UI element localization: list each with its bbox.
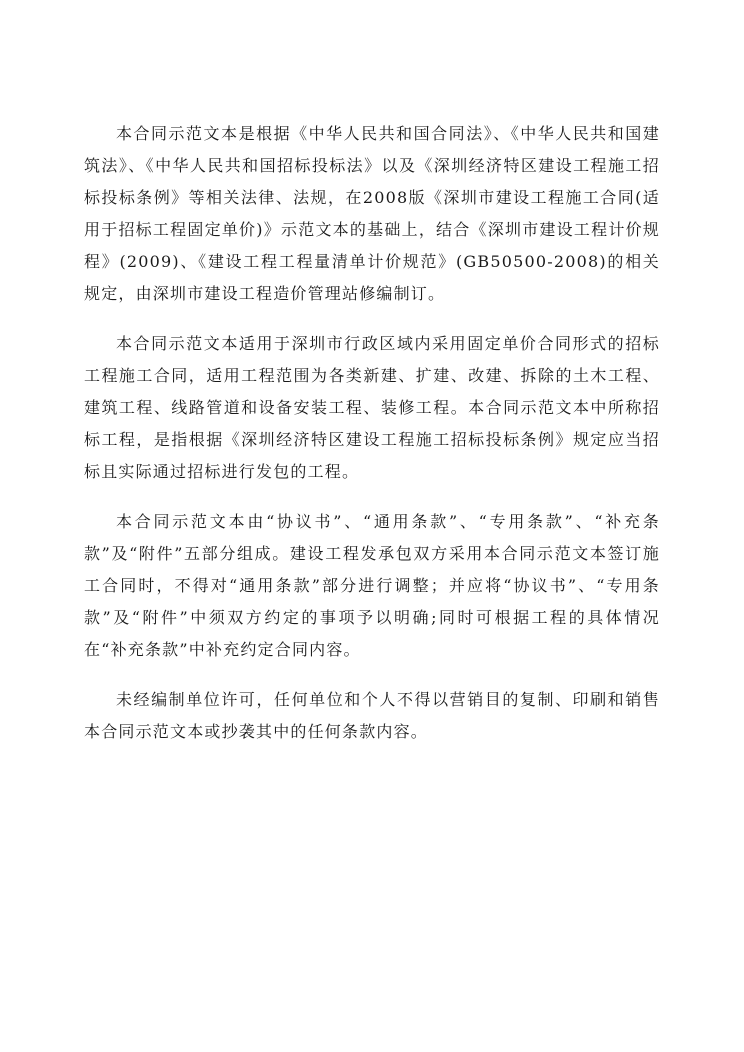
paragraph-composition: 本合同示范文本由“协议书”、“通用条款”、“专用条款”、“补充条款”及“附件”五部分组成。建设工程发承包双方采用本合同示范文本签订施工合同时，不得对“通用条款”部分进行调整；并应将“协议书”、“专用条款”及“附件”中须双方约定的事项予以明确;同时可根据工程的具体情况在“补充条款”中补充约定合同内容。	[84, 512, 660, 659]
paragraph-copyright: 未经编制单位许可，任何单位和个人不得以营销目的复制、印刷和销售本合同示范文本或抄袭其中的任何条款内容。	[84, 690, 660, 741]
document-body	[84, 118, 660, 766]
paragraph-scope: 本合同示范文本适用于深圳市行政区域内采用固定单价合同形式的招标工程施工合同，适用工程范围为各类新建、扩建、改建、拆除的土木工程、建筑工程、线路管道和设备安装工程、装修工程。本合同示范文本中所称招标工程，是指根据《深圳经济特区建设工程施工招标投标条例》规定应当招标且实际通过招标进行发包的工程。	[84, 334, 660, 481]
paragraph-legal-basis: 本合同示范文本是根据《中华人民共和国合同法》、《中华人民共和国建筑法》、《中华人民共和国招标投标法》以及《深圳经济特区建设工程施工招标投标条例》等相关法律、法规，在2008版《深圳市建设工程施工合同(适用于招标工程固定单价)》示范文本的基础上，结合《深圳市建设工程计价规程》(2009)、《建设工程工程量清单计价规范》(GB50500-2008)的相关规定，由深圳市建设工程造价管理站修编制订。	[84, 124, 660, 303]
